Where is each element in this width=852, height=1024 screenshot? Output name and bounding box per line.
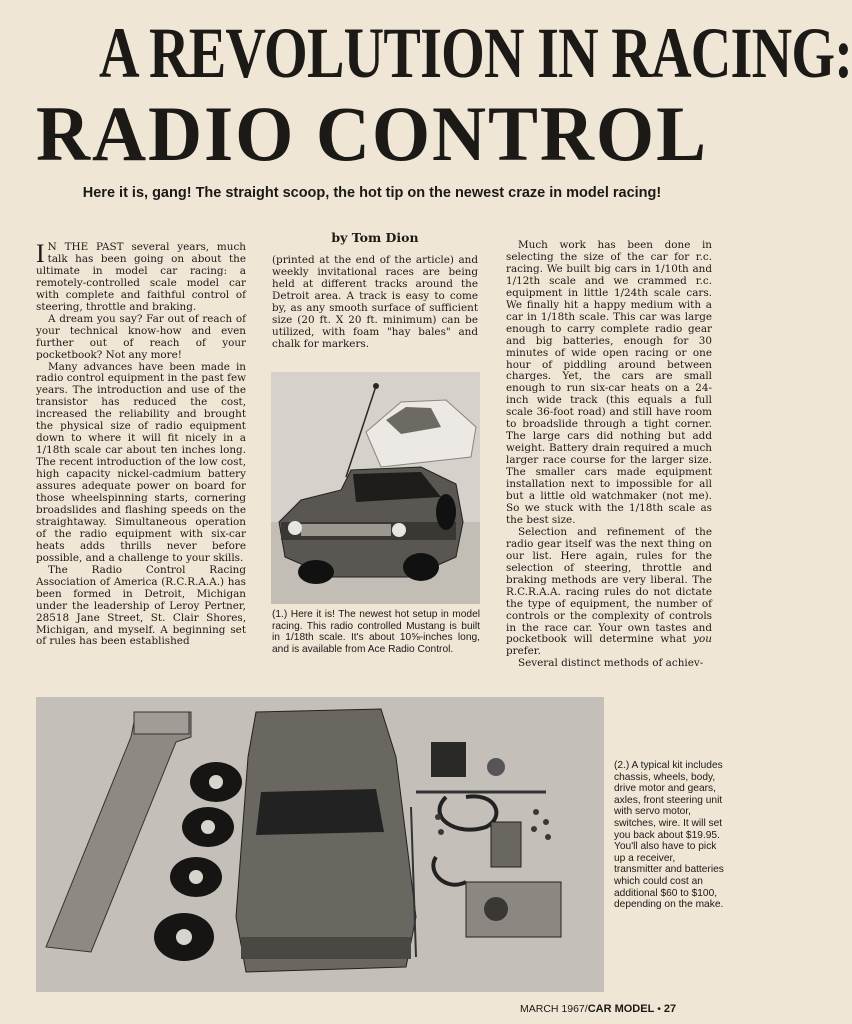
paragraph: The Radio Control Racing Association of America (R.C.R.A.A.) has been formed in Detroit, Michigan under the leadership of Leroy Pertner, 28518 Jane Street, St. Clair Shores, Michigan, and myself. A beginning set of rules has been established	[36, 563, 246, 648]
mustang-car-illustration	[271, 372, 480, 604]
magazine-name: CAR MODEL	[587, 1003, 655, 1015]
footer-separator: •	[654, 1003, 664, 1015]
page-number: 27	[663, 1003, 677, 1015]
article-column-1	[36, 239, 246, 648]
paragraph-text: N THE PAST several years, much talk has been going on about the ultimate in model car racing: a remotely-controlled scale model car with complete and faithful control of steering, throttle and braking.	[36, 241, 246, 313]
photo-caption-2: (2.) A typical kit includes chassis, wheels, body, drive motor and gears, axles, front steering unit with servo motor, switches, wire. It will set you back about $19.95. You'll also have to pick up a receiver, transmitter and batteries which could cost an additional $60 to $100, depending on the make.	[614, 760, 724, 911]
paragraph-text: Selection and refinement of the radio gear itself was the next thing on our list. Here again, rules for the selection of steering, throttle and braking methods are very liberal. The R.C.R.A.A. racing rules do not dictate the type of equipment, the number of controls or the complexity of controls in the race car. Your own tastes and pocketbook will determine what	[506, 525, 712, 646]
paragraph: Many advances have been made in radio control equipment in the past few years. The introduction and use of the transistor has reduced the cost, increased the reliability and brought the physical size of radio equipment down to where it will fit nicely in a 1/18th scale car about ten inches long. The recent introduction of the low cost, high capacity nickel-cadmium battery assures adequate power on board for those wheelspinning starts, cornering broadslides and flashing speeds on the straightaway. Simultaneous operation of the radio equipment with six-car heats adds thrills never before possible, and a challenge to your skills.	[36, 360, 246, 564]
article-column-2	[272, 255, 478, 351]
headline-line-1: A REVOLUTION IN RACING:	[99, 13, 852, 93]
kit-parts-photo	[36, 697, 604, 992]
paragraph	[506, 527, 712, 658]
byline: by Tom Dion	[331, 230, 419, 245]
emphasis: you	[693, 633, 712, 646]
photo-caption-1: (1.) Here it is! The newest hot setup in model racing. This radio controlled Mustang is built in 1/18th scale. It's about 10⅝-inches long, and is available from Ace Radio Control.	[272, 609, 480, 655]
issue-date: MARCH 1967/	[520, 1003, 588, 1015]
article-column-3	[506, 240, 712, 670]
paragraph: Much work has been done in selecting the size of the car for r.c. racing. We built big cars in 1/10th and 1/12th scale and we crammed r.c. equipment in little 1/24th scale cars. We finally hit a happy medium with a car in 1/18th scale. This car was large enough to carry complete radio gear and big batteries, enough for 30 minutes of wide open racing or one hour of piddling around between charges. Yet, the cars are small enough to run six-car heats on a 24-inch wide track (this equals a full scale 36-foot road) and still have room to broadslide through a tight corner. The large cars did nothing but add weight. Battery drain required a much larger race course for the larger size. The smaller cars made equipment installation next to impossible for all but a little old watchmaker (not me). So we stuck with the 1/18th scale as the best size.	[506, 239, 712, 526]
mustang-photo	[271, 372, 480, 604]
kit-parts-illustration	[36, 697, 604, 992]
paragraph-text: prefer.	[506, 645, 541, 658]
subheadline: Here it is, gang! The straight scoop, the hot tip on the newest craze in model racing!	[82, 185, 662, 201]
paragraph: Several distinct methods of achiev-	[518, 657, 704, 670]
paragraph: (printed at the end of the article) and weekly invitational races are being held at different tracks around the Detroit area. A track is easy to come by, as any smooth surface of sufficient size (20 ft. X 20 ft. minimum) can be utilized, with foam "hay bales" and chalk for markers.	[272, 254, 478, 350]
page-footer	[520, 1003, 730, 1015]
headline-line-2: RADIO CONTROL	[36, 90, 708, 177]
paragraph	[36, 239, 246, 314]
paragraph: A dream you say? Far out of reach of your technical know-how and even further out of reach of your pocketbook? Not any more!	[36, 312, 246, 361]
drop-cap: I	[36, 239, 45, 268]
